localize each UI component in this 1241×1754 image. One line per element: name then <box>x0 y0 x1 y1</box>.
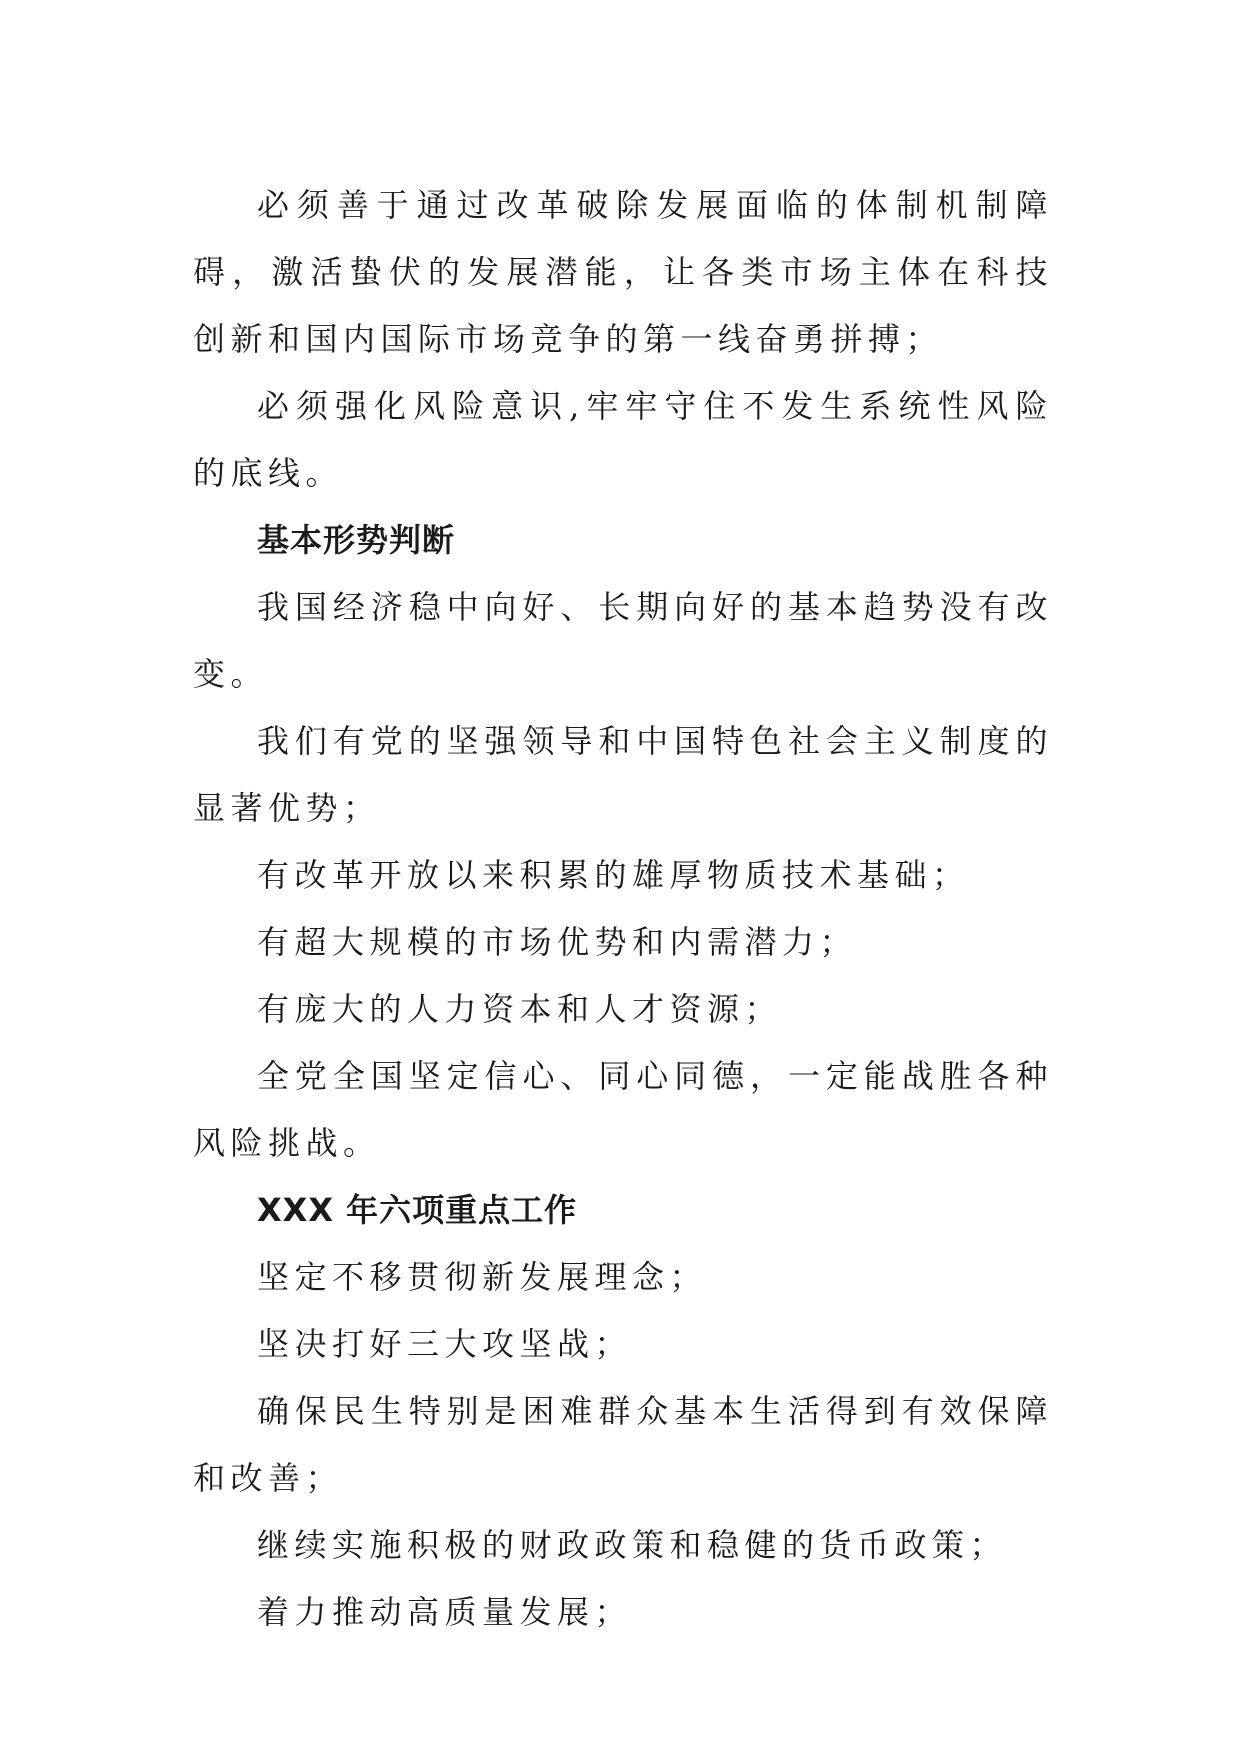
list-item-task-1: 坚定不移贯彻新发展理念； <box>257 1258 708 1296</box>
section-heading-tasks: XXX 年六项重点工作 <box>257 1191 578 1229</box>
list-item-task-4: 继续实施积极的财政政策和稳健的货币政策； <box>257 1526 1008 1564</box>
paragraph-trend: 我国经济稳中向好、长期向好的基本趋势没有改变。 <box>193 588 1053 693</box>
paragraph-risk: 必须强化风险意识,牢牢守住不发生系统性风险的底线。 <box>193 387 1053 492</box>
paragraph-foundation: 有改革开放以来积累的雄厚物质技术基础； <box>257 856 970 894</box>
paragraph-reform: 必须善于通过改革破除发展面临的体制机制障碍，激活蛰伏的发展潜能，让各类市场主体在科技创新和国内国际市场竞争的第一线奋勇拼搏； <box>193 186 1053 358</box>
section-heading-situation: 基本形势判断 <box>257 521 456 559</box>
list-item-task-2: 坚决打好三大攻坚战； <box>257 1325 633 1363</box>
paragraph-confidence: 全党全国坚定信心、同心同德，一定能战胜各种风险挑战。 <box>193 1057 1053 1162</box>
document-body <box>193 172 1053 1646</box>
list-item-task-3: 确保民生特别是困难群众基本生活得到有效保障和改善； <box>193 1392 1053 1497</box>
paragraph-talent: 有庞大的人力资本和人才资源； <box>257 990 783 1028</box>
list-item-task-5: 着力推动高质量发展； <box>257 1593 633 1631</box>
paragraph-market: 有超大规模的市场优势和内需潜力； <box>257 923 858 961</box>
paragraph-advantage: 我们有党的坚强领导和中国特色社会主义制度的显著优势； <box>193 722 1053 827</box>
